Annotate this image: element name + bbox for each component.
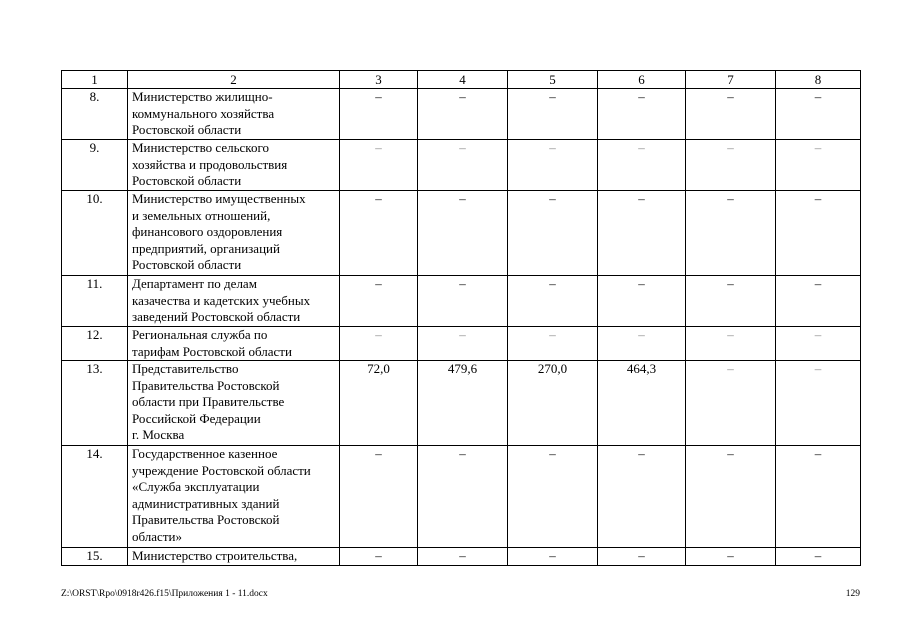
organization-name xyxy=(128,276,340,327)
value-cell: – xyxy=(776,276,861,327)
organization-name-line: Правительства Ростовской xyxy=(132,377,280,393)
organization-name-line: области» xyxy=(132,528,182,544)
row-number: 8. xyxy=(62,89,128,140)
value-cell: – xyxy=(340,327,418,361)
value-cell: – xyxy=(686,446,776,548)
organization-name-line: «Служба эксплуатации xyxy=(132,479,260,494)
organization-name-line: казачества и кадетских учебных xyxy=(132,292,311,308)
column-header: 5 xyxy=(508,71,598,89)
value-cell: – xyxy=(340,548,418,566)
value-cell: – xyxy=(508,548,598,566)
organization-name-line: Государственное казенное xyxy=(132,446,278,461)
table-row xyxy=(62,548,861,566)
column-header: 8 xyxy=(776,71,861,89)
organization-name-line: административных зданий xyxy=(132,495,280,511)
value-cell: – xyxy=(598,276,686,327)
row-number: 14. xyxy=(62,446,128,548)
column-header: 2 xyxy=(128,71,340,89)
table-row xyxy=(62,361,861,446)
organization-name-line: Министерство имущественных xyxy=(132,191,306,206)
organization-name xyxy=(128,548,340,566)
value-cell: – xyxy=(340,89,418,140)
organization-name-line: учреждение Ростовской области xyxy=(132,462,311,478)
organization-name-line: Правительства Ростовской xyxy=(132,512,280,527)
value-cell: – xyxy=(686,548,776,566)
row-number: 11. xyxy=(62,276,128,327)
value-cell: – xyxy=(508,140,598,191)
value-cell: – xyxy=(418,191,508,276)
value-cell: – xyxy=(776,361,861,446)
value-cell: – xyxy=(508,327,598,361)
organization-name-line: Министерство жилищно- xyxy=(132,89,273,104)
table-body xyxy=(62,71,861,566)
organization-name-line: г. Москва xyxy=(132,427,185,442)
row-number: 13. xyxy=(62,361,128,446)
value-cell: 270,0 xyxy=(508,361,598,446)
value-cell: – xyxy=(686,327,776,361)
value-cell: – xyxy=(686,191,776,276)
organization-name-line: предприятий, организаций xyxy=(132,240,280,256)
organization-name xyxy=(128,327,340,361)
value-cell: – xyxy=(508,276,598,327)
value-cell: – xyxy=(776,140,861,191)
organization-name-line: Представительство xyxy=(132,361,239,376)
value-cell: – xyxy=(508,89,598,140)
value-cell: – xyxy=(598,89,686,140)
organization-name-line: финансового оздоровления xyxy=(132,224,283,239)
row-number: 12. xyxy=(62,327,128,361)
value-cell: – xyxy=(598,191,686,276)
value-cell: – xyxy=(340,140,418,191)
organization-name-line: Министерство сельского xyxy=(132,140,269,155)
column-header: 1 xyxy=(62,71,128,89)
organization-name xyxy=(128,446,340,548)
value-cell: – xyxy=(508,446,598,548)
value-cell: 479,6 xyxy=(418,361,508,446)
value-cell: – xyxy=(418,276,508,327)
organization-name-line: области при Правительстве xyxy=(132,394,285,409)
organization-name-line: и земельных отношений, xyxy=(132,207,271,223)
value-cell: – xyxy=(418,140,508,191)
table-row xyxy=(62,191,861,276)
value-cell: – xyxy=(686,89,776,140)
value-cell: – xyxy=(598,140,686,191)
value-cell: – xyxy=(340,191,418,276)
table-row xyxy=(62,446,861,548)
value-cell: – xyxy=(686,140,776,191)
value-cell: – xyxy=(598,548,686,566)
organization-name-line: Российской Федерации xyxy=(132,410,261,426)
table-row xyxy=(62,327,861,361)
value-cell: – xyxy=(418,446,508,548)
organization-name xyxy=(128,89,340,140)
value-cell: – xyxy=(776,89,861,140)
value-cell: 464,3 xyxy=(598,361,686,446)
value-cell: – xyxy=(776,548,861,566)
value-cell: – xyxy=(598,446,686,548)
value-cell: – xyxy=(776,446,861,548)
organization-name xyxy=(128,191,340,276)
column-header: 7 xyxy=(686,71,776,89)
organization-name-line: заведений Ростовской области xyxy=(132,309,301,324)
value-cell: – xyxy=(686,276,776,327)
organization-name-line: Ростовской области xyxy=(132,122,242,137)
organization-name-line: хозяйства и продовольствия xyxy=(132,156,288,172)
appendix-table xyxy=(61,70,861,566)
organization-name-line: Региональная служба по xyxy=(132,327,268,342)
value-cell: – xyxy=(776,191,861,276)
value-cell: – xyxy=(418,89,508,140)
value-cell: – xyxy=(776,327,861,361)
organization-name-line: коммунального хозяйства xyxy=(132,105,275,121)
value-cell: 72,0 xyxy=(340,361,418,446)
value-cell: – xyxy=(418,327,508,361)
value-cell: – xyxy=(686,361,776,446)
table-row xyxy=(62,276,861,327)
organization-name-line: Департамент по делам xyxy=(132,276,257,291)
organization-name-line: тарифам Ростовской области xyxy=(132,343,292,359)
table-row xyxy=(62,89,861,140)
column-header: 6 xyxy=(598,71,686,89)
column-header: 3 xyxy=(340,71,418,89)
column-header: 4 xyxy=(418,71,508,89)
table-row xyxy=(62,140,861,191)
value-cell: – xyxy=(340,276,418,327)
value-cell: – xyxy=(598,327,686,361)
row-number: 9. xyxy=(62,140,128,191)
organization-name xyxy=(128,361,340,446)
value-cell: – xyxy=(418,548,508,566)
organization-name-line: Ростовской области xyxy=(132,257,242,272)
table-header-row xyxy=(62,71,861,89)
value-cell: – xyxy=(340,446,418,548)
row-number: 15. xyxy=(62,548,128,566)
organization-name-line: Министерство строительства, xyxy=(132,548,298,563)
footer-file-path: Z:\ORST\Rpo\0918r426.f15\Приложения 1 - 11.docx xyxy=(61,589,268,599)
organization-name xyxy=(128,140,340,191)
row-number: 10. xyxy=(62,191,128,276)
organization-name-line: Ростовской области xyxy=(132,173,242,188)
page-number: 129 xyxy=(845,589,860,599)
value-cell: – xyxy=(508,191,598,276)
